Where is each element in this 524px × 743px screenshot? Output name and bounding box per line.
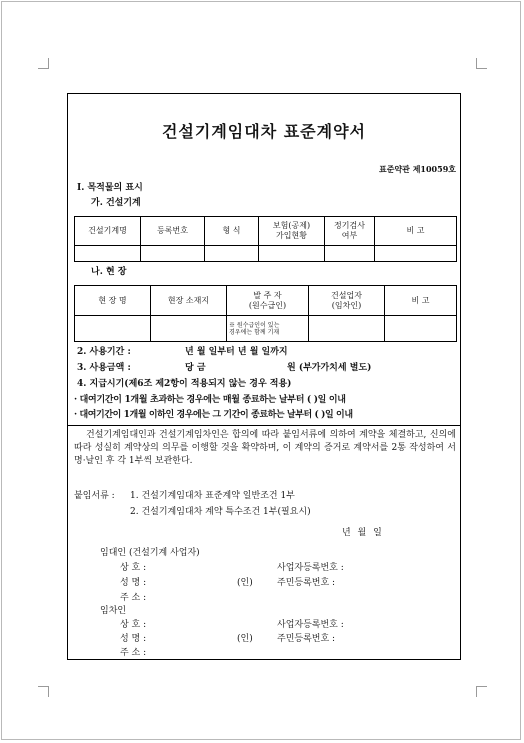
document-frame (67, 93, 461, 660)
lessee-biz-no-label: 사업자등록번호 : (277, 620, 344, 630)
agreement-paragraph: 건설기계임대인과 건설기계임차인은 합의에 따라 붙임서류에 의하여 계약을 체결하고, 신의에 따라 성실히 계약상의 의무를 이행할 것을 확약하며, 이 계약의 증거로 계약서를 2통 작성하여 서명·날인 후 각 1부씩 보관한다. (74, 430, 456, 466)
cell-site-location[interactable] (151, 316, 227, 342)
crop-mark-bottom-left (38, 686, 49, 697)
header-site-location: 현장 소재지 (151, 286, 227, 316)
form-number: 표준약관 제10059호 (379, 164, 456, 174)
lessor-name-label: 성 명 : (120, 578, 147, 588)
header-remarks: 비 고 (375, 217, 457, 246)
crop-mark-top-left (38, 58, 49, 69)
attachment-item-1: 1. 건설기계임대차 표준계약 일반조건 1부 (130, 491, 295, 501)
header-contractor: 건설업자 (임차인) (309, 286, 385, 316)
subsection-site-heading: 나. 현 장 (91, 267, 127, 277)
header-registration-number: 등록번호 (141, 217, 205, 246)
cell-site-name[interactable] (75, 316, 151, 342)
payment-line-under-month: · 대여기간이 1개월 이하인 경우에는 그 기간이 종료하는 날부터 ( )일 이내 (74, 410, 353, 420)
cell-insurance[interactable] (259, 246, 325, 262)
usage-period-value[interactable]: 년 월 일부터 년 월 일까지 (185, 347, 288, 357)
orderer-note: ※ 원수급인이 있는 경우에는 함께 기재 (229, 321, 280, 336)
crop-mark-top-right (476, 58, 487, 69)
crop-mark-bottom-right (476, 686, 487, 697)
usage-period-label: 2. 사용기간 : (77, 347, 131, 357)
payment-timing-label: 4. 지급시기(제6조 제2항이 적용되지 않는 경우 적용) (77, 379, 292, 389)
contract-date[interactable]: 년 월 일 (342, 528, 382, 538)
lessor-biz-no-label: 사업자등록번호 : (277, 563, 344, 573)
cell-type[interactable] (205, 246, 259, 262)
divider (67, 425, 461, 426)
lessee-name-label: 성 명 : (120, 634, 147, 644)
usage-amount-label: 3. 사용금액 : (77, 363, 131, 373)
lessee-resident-no-label: 주민등록번호 : (277, 634, 336, 644)
lessor-resident-no-label: 주민등록번호 : (277, 578, 336, 588)
machine-table (74, 216, 457, 262)
attachment-item-2: 2. 건설기계임대차 계약 특수조건 1부(필요시) (130, 507, 311, 517)
lessee-trade-name-label: 상 호 : (120, 620, 147, 630)
section-1-heading: I. 목적물의 표시 (77, 183, 143, 193)
cell-orderer-note[interactable] (227, 316, 309, 342)
cell-site-remarks[interactable] (385, 316, 457, 342)
site-table (74, 285, 457, 342)
subsection-machine-heading: 가. 건설기계 (91, 198, 141, 208)
attachments-label: 붙임서류 : (74, 491, 115, 501)
cell-remarks[interactable] (375, 246, 457, 262)
lessor-heading: 임대인 (건설기계 사업자) (100, 548, 200, 558)
lessee-heading: 임차인 (100, 606, 127, 616)
lessee-seal: (인) (237, 634, 253, 644)
header-machine-name: 건설기계명 (75, 217, 141, 246)
lessor-seal: (인) (237, 578, 253, 588)
header-orderer: 발 주 자 (원수급인) (227, 286, 309, 316)
header-type: 형 식 (205, 217, 259, 246)
cell-machine-name[interactable] (75, 246, 141, 262)
header-site-remarks: 비 고 (385, 286, 457, 316)
payment-line-over-month: · 대여기간이 1개월 초과하는 경우에는 매월 종료하는 날부터 ( )일 이내 (74, 395, 346, 405)
lessor-address-label: 주 소 : (120, 593, 147, 603)
lessee-address-label: 주 소 : (120, 648, 147, 658)
cell-inspection[interactable] (325, 246, 375, 262)
lessor-trade-name-label: 상 호 : (120, 563, 147, 573)
header-insurance: 보험(공제) 가입현황 (259, 217, 325, 246)
usage-amount-suffix: 원 (부가가치세 별도) (287, 363, 372, 373)
header-site-name: 현 장 명 (75, 286, 151, 316)
document-title: 건설기계임대차 표준계약서 (161, 122, 367, 141)
header-inspection: 정기검사 여부 (325, 217, 375, 246)
usage-amount-prefix[interactable]: 당 금 (185, 363, 206, 373)
cell-registration-number[interactable] (141, 246, 205, 262)
cell-contractor[interactable] (309, 316, 385, 342)
